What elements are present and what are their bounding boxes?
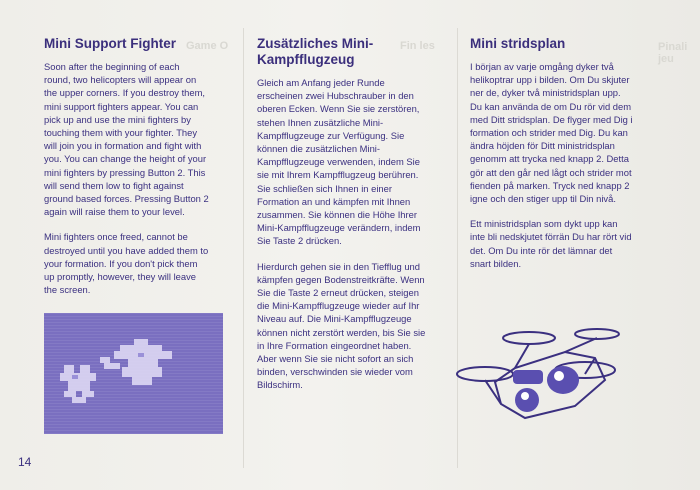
body-paragraph: Ett ministridsplan som dykt upp kan inte bli nedskjutet förrän Du har rört vid det. Om Du inte rör det lämnar det snart bilden.	[470, 218, 632, 269]
page-number: 14	[18, 455, 32, 469]
helicopter-illustration	[455, 322, 623, 430]
body-paragraph: Mini fighters once freed, cannot be destroyed until you have added them to your formation. If you don't pick them up promptly, however, they will leave the screen.	[44, 231, 209, 296]
mini-fighters-illustration	[44, 313, 223, 434]
column-divider	[243, 28, 244, 468]
german-column	[257, 36, 445, 404]
game-screenshot	[44, 313, 223, 434]
section-title: Mini Support Fighter	[44, 36, 176, 51]
bleed-through-text: Fin les	[400, 40, 435, 52]
english-column	[44, 36, 230, 308]
body-paragraph: I början av varje omgång dyker två helikoptrar upp i bilden. Om Du skjuter ner de, dyker två ministridsplan upp. Du kan använda de om Du rör vid dem med Ditt stridsplan. De flyger med Dig i formation och strider med Dig. Du kan ändra höjden för Ditt ministridsplan genomm att trycka ned knapp 2. Detta gör att den går ned lågt och strider mot fienden på marken. Tryck ned knapp 2 igne och den stiger upp til Din nivå.	[470, 61, 633, 205]
body-paragraph: Gleich am Anfang jeder Runde erscheinen zwei Hubschrauber in den oberen Ecken. Wenn Sie sie zerstören, stehen Ihnen zusätzliche Mini- Kampfflugzeuge zur Verfügung. Sie können die zusätzlichen Mini- Kampfflugzeuge verwenden, indem Sie sie mit Ihrem Kampfflugzeug berühren. Sie schließen sich Ihnen in einer Formation an und kämpfen mit Ihnen zusammen. Sie können die Höhe Ihrer Mini-Kampfflugzeuge verändern, indem Sie Taste 2 drücken.	[257, 77, 421, 247]
swedish-column	[470, 36, 656, 282]
bleed-through-text: Pinali jeu	[658, 41, 688, 65]
section-title: Mini stridsplan	[470, 36, 566, 51]
section-title: Zusätzliches Mini- Kampfflugzeug	[257, 36, 374, 67]
bleed-through-text: Game O	[186, 40, 229, 52]
body-paragraph: Hierdurch gehen sie in den Tiefflug und kämpfen gegen Bodenstreitkräfte. Wenn Sie die Taste 2 erneut drücken, steigen die Mini-Kampfflugzeuge wieder auf Ihr Niveau auf. Die Mini-Kampfflugzeuge können nicht zerstört werden, bis Sie sie in Ihre Formation eingeordnet haben. Aber wenn Sie sie nicht sofort an sich binden, verschwinden sie wieder vom Bildschirm.	[257, 260, 426, 391]
body-paragraph: Soon after the beginning of each round, two helicopters will appear on the upper corners. If you destroy them, mini support fighters appear. You can pick up and use the mini fighters by touching them with your fighter. They will join you in formation and fight with you. You can change the height of your mini fighters by pressing Button 2. This will send them low to fight against ground based forces. Pressing Button 2 again will raise them to your level.	[44, 61, 209, 218]
